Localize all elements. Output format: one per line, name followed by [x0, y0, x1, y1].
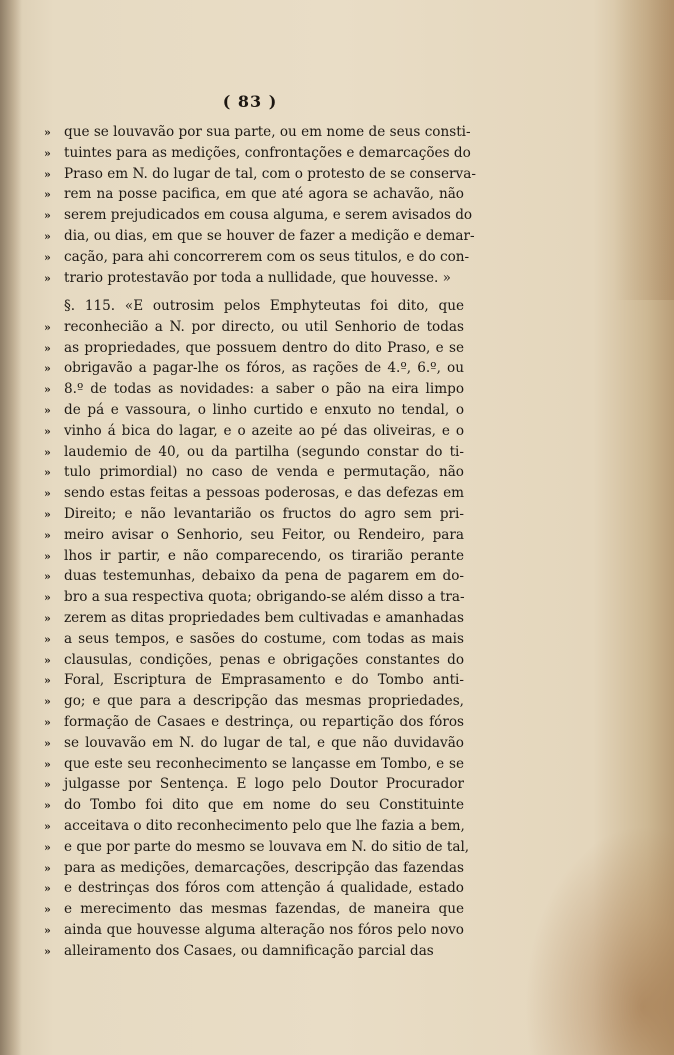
page-number: ( 83 ): [222, 92, 278, 111]
quote-mark: »: [44, 271, 51, 285]
text-line: [44, 858, 464, 879]
quote-mark: »: [44, 840, 51, 854]
line-text: de pá e vassoura, o linho curtido e enxuto no tendal, o: [64, 401, 464, 418]
line-text: §. 115. «E outrosim pelos Emphyteutas foi dito, que: [64, 298, 464, 314]
text-line: [44, 566, 464, 587]
quote-mark: »: [44, 570, 51, 584]
quote-mark: »: [44, 611, 51, 625]
quote-mark: »: [44, 507, 51, 521]
text-line: [44, 164, 476, 185]
quote-mark: »: [44, 126, 51, 139]
line-text: laudemio de 40, ou da partilha (segundo constar do ti-: [64, 443, 464, 460]
line-text: alleiramento dos Casaes, ou damnificação parcial das: [64, 942, 434, 959]
line-text: acceitava o dito reconhecimento pelo que lhe fazia a bem,: [64, 817, 465, 834]
text-line: [44, 358, 464, 379]
text-line: [44, 317, 464, 338]
line-text: sendo estas feitas a pessoas poderosas, e das defezas em: [64, 485, 464, 502]
text-line: [44, 525, 464, 546]
line-text: tulo primordial) no caso de venda e permutação, não: [64, 464, 464, 481]
quote-mark: »: [44, 250, 51, 264]
text-line: [44, 338, 464, 359]
quote-mark: »: [44, 549, 51, 563]
line-text: Direito; e não levantarião os fructos do agro sem pri-: [64, 505, 464, 522]
line-text: duas testemunhas, debaixo da pena de pagarem em do-: [64, 568, 464, 585]
quote-mark: »: [44, 403, 51, 417]
text-line: [44, 795, 464, 816]
line-text: as propriedades, que possuem dentro do dito Praso, e se: [64, 339, 464, 356]
quote-mark: »: [44, 591, 51, 605]
text-line: [44, 608, 464, 629]
quote-mark: »: [44, 341, 51, 355]
quote-mark: »: [44, 653, 51, 667]
line-text: obrigavão a pagar-lhe os fóros, as rações de 4.º, 6.º, ou: [64, 360, 464, 377]
line-text: 8.º de todas as novidades: a saber o pão na eira limpo: [64, 381, 464, 398]
line-text: que se louvavão por sua parte, ou em nome de seus consti-: [64, 124, 471, 140]
line-text: trario protestavão por toda a nullidade, que houvesse. »: [64, 269, 451, 286]
quote-mark: »: [44, 445, 51, 459]
quote-mark: »: [44, 736, 51, 750]
paragraph-2: [44, 296, 470, 962]
text-line: [44, 837, 470, 858]
text-line: [44, 184, 464, 205]
line-text: e que por parte do mesmo se louvava em N. do sitio de tal,: [64, 838, 470, 855]
text-line: [44, 816, 464, 837]
quote-mark: »: [44, 861, 51, 875]
text-line: [44, 878, 464, 899]
line-text: serem prejudicados em cousa alguma, e serem avisados do: [64, 207, 473, 224]
line-text: rem na posse pacifica, em que até agora se achavão, não: [64, 186, 464, 203]
page-stain-bottom: [524, 825, 674, 1055]
text-line: [44, 226, 475, 247]
text-line: [44, 296, 464, 317]
line-text: Praso em N. do lugar de tal, com o protesto de se conserva-: [64, 165, 476, 182]
quote-mark: »: [44, 778, 51, 792]
line-text: clausulas, condições, penas e obrigações constantes do: [64, 651, 464, 668]
text-line: [44, 899, 464, 920]
quote-mark: »: [44, 944, 51, 958]
quote-mark: »: [44, 695, 51, 709]
line-text: go; e que para a descripção das mesmas propriedades,: [64, 693, 464, 710]
quote-mark: »: [44, 757, 51, 771]
line-text: que este seu reconhecimento se lançasse em Tombo, e se: [64, 755, 464, 772]
text-line: [44, 205, 473, 226]
line-text: e merecimento das mesmas fazendas, de maneira que: [64, 901, 464, 918]
line-text: Foral, Escriptura de Emprasamento e do Tombo anti-: [64, 672, 464, 689]
quote-mark: »: [44, 632, 51, 646]
text-line: [44, 733, 464, 754]
line-text: zerem as ditas propriedades bem cultivadas e amanhadas: [64, 609, 464, 626]
text-line: [44, 754, 464, 775]
text-line: [44, 379, 464, 400]
quote-mark: »: [44, 146, 51, 160]
text-line: [44, 774, 464, 795]
line-text: a seus tempos, e sasões do costume, com todas as mais: [64, 630, 464, 647]
text-line: [44, 650, 464, 671]
line-text: ainda que houvesse alguma alteração nos fóros pelo novo: [64, 921, 464, 938]
paragraph-1: [44, 122, 476, 288]
text-line: [44, 587, 464, 608]
quote-mark: »: [44, 424, 51, 438]
quote-mark: »: [44, 229, 51, 243]
quote-mark: »: [44, 674, 51, 688]
line-text: para as medições, demarcações, descripção das fazendas: [64, 859, 464, 876]
text-line: [44, 483, 464, 504]
line-text: vinho á bica do lagar, e o azeite ao pé das oliveiras, e o: [64, 422, 464, 439]
text-line: [44, 629, 464, 650]
quote-mark: »: [44, 487, 51, 501]
text-line: [44, 691, 464, 712]
quote-mark: »: [44, 362, 51, 376]
line-text: se louvavão em N. do lugar de tal, e que não duvidavão: [64, 734, 464, 751]
quote-mark: »: [44, 923, 51, 937]
quote-mark: »: [44, 903, 51, 917]
line-text: dia, ou dias, em que se houver de fazer a medição e demar-: [64, 227, 475, 244]
line-text: do Tombo foi dito que em nome do seu Constituinte: [64, 797, 464, 814]
quote-mark: »: [44, 209, 51, 223]
quote-mark: »: [44, 799, 51, 813]
quote-mark: »: [44, 320, 51, 334]
text-line: [44, 442, 464, 463]
line-text: julgasse por Sentença. E logo pelo Doutor Procurador: [64, 776, 464, 793]
quote-mark: »: [44, 383, 51, 397]
text-line: [44, 247, 470, 268]
text-line: [44, 546, 464, 567]
text-line: [44, 421, 464, 442]
line-text: formação de Casaes e destrinça, ou repartição dos fóros: [64, 713, 464, 730]
text-line: [44, 504, 464, 525]
text-line: [44, 400, 464, 421]
text-line: [44, 941, 464, 962]
text-line: [44, 268, 464, 289]
line-text: bro a sua respectiva quota; obrigando-se além disso a tra-: [64, 589, 465, 606]
line-text: e destrinças dos fóros com attenção á qualidade, estado: [64, 880, 464, 897]
line-text: tuintes para as medições, confrontações e demarcações do: [64, 144, 471, 161]
line-text: reconhecião a N. por directo, ou util Senhorio de todas: [64, 318, 464, 335]
quote-mark: »: [44, 819, 51, 833]
text-line: [44, 920, 464, 941]
line-text: lhos ir partir, e não comparecendo, os tirarião perante: [64, 547, 464, 564]
quote-mark: »: [44, 882, 51, 896]
quote-mark: »: [44, 188, 51, 202]
text-line: [44, 462, 464, 483]
page-stain-top: [614, 0, 674, 300]
text-line: [44, 712, 464, 733]
quote-mark: »: [44, 528, 51, 542]
quote-mark: »: [44, 167, 51, 181]
text-line: [44, 670, 464, 691]
quote-mark: »: [44, 715, 51, 729]
text-line: [44, 143, 471, 164]
text-line: [44, 122, 471, 143]
quote-mark: »: [44, 466, 51, 480]
line-text: cação, para ahi concorrerem com os seus titulos, e do con-: [64, 248, 470, 265]
line-text: meiro avisar o Senhorio, seu Feitor, ou Rendeiro, para: [64, 526, 464, 543]
